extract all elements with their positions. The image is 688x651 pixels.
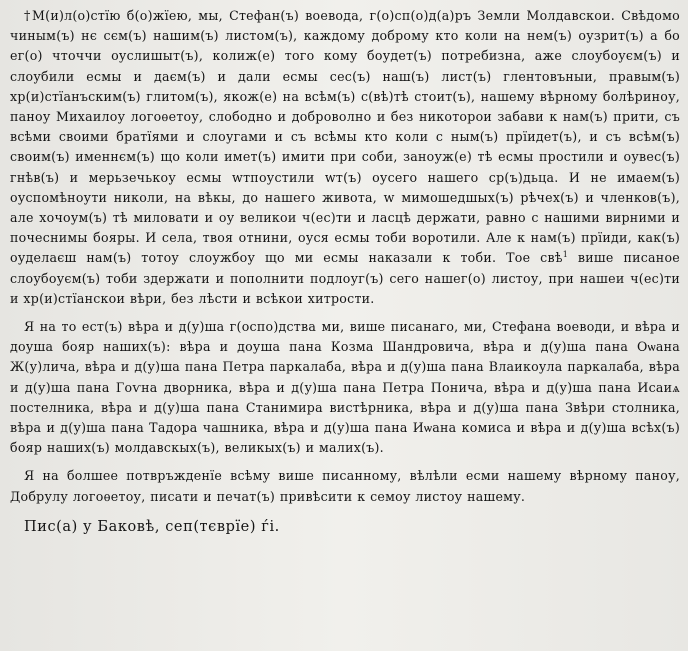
footnote-mark: 1 xyxy=(562,250,569,260)
charter-paragraph-1 xyxy=(10,6,680,309)
charter-paragraph-2: Я на то ест(ъ) вѣра и д(у)ша г(оспо)дства ми, више писанаго, ми, Стефана воеводи, и вѣра и доуша бояр наших(ъ): вѣра и доуша пана Козма Шандровича, вѣра и д(у)ша пана Оѡана Ж(у)лича, вѣра и д(у)ша пана Петра паркалаба, вѣра и д(у)ша пана Влаикоула паркалаба, вѣра и д(у)ша пана Гоѵна дворника, вѣра и д(у)ша пана Петра Понича, вѣра и д(у)ша пана Исаиѧ постелника, вѣра и д(у)ша пана Станимира вистѣрника, вѣра и д(у)ша пана Звѣри столника, вѣра и д(у)ша пана Тадора чашника, вѣра и д(у)ша пана Иѡана комиса и вѣра и д(у)ша всѣх(ъ) бояр наших(ъ) молдавскых(ъ), великых(ъ) и малих(ъ). xyxy=(10,319,680,456)
closing-line: Пис(а) у Баковѣ, сеп(тєврїе) ѓі. xyxy=(24,518,280,535)
charter-paragraph-3: Я на болшее потвръжденїе всѣму више писанному, вѣлѣли есми нашему вѣрному паноу, Добрулу логоѳетоу, писати и печат(ъ) привѣсити к семоу листоу нашему. xyxy=(10,468,680,504)
charter-paragraph-1-continuation: више писаное слоубоуєм(ъ) тоби здержати и пополнити подлоуг(ъ) сего нашег(о) листоу, при нашеи ч(ес)ти и хр(и)стїанскои вѣри, без лѣсти и всѣкои хитрости. xyxy=(10,250,680,306)
charter-paragraph-1-text: †М(и)л(о)стїю б(о)жїею, мы, Стефан(ъ) воевода, г(о)сп(о)д(а)ръ Земли Молдавскои. Свѣдомо чиным(ъ) нє сєм(ъ) нашим(ъ) листом(ъ), каждому доброму кто коли на нем(ъ) оузрит(ъ) а бо ег(о) чточчи оуслишыт(ъ), колиж(е) того кому боудет(ъ) потребизна, аже слоубоуєм(ъ) и слоубили есмы и даєм(ъ) и дали есмы сес(ъ) наш(ъ) лист(ъ) глентовъныи, правым(ъ) хр(и)стїанъским(ъ) глитом(ъ), якож(е) на всѣм(ъ) с(вѣ)тѣ стоит(ъ), нашему вѣрному болѣриноу, паноу Михаилоу логоѳетоу, слободно и доброволно и без никоторои забави к нам(ъ) прити, съ всѣми своими братїями и слоугами и съ всѣмы кто коли с ным(ъ) прїидет(ъ), и съ всѣм(ъ) своим(ъ) именнєм(ъ) що коли имет(ъ) имити при соби, заноуж(е) тѣ есмы простили и оувес(ъ) гнѣв(ъ) и мерьзечькоу есмы wтпоустили wт(ъ) оусего нашего ср(ъ)дьца. И не имаем(ъ) оуспомѣноути николи, на вѣкы, до нашего живота, w мимошедшых(ъ) рѣчех(ъ) и членков(ъ), але хочоум(ъ) тѣ миловати и оу великои ч(ес)ти и ласцѣ держати, равно с нашими вирними и почеснимы бояры. И села, твоя отнини, оуся есмы тоби воротили. Але к нам(ъ) прїиди, как(ъ) оуделаєш нам(ъ) тотоу слоужбоу що ми есмы наказали к тоби. Тое свѣ xyxy=(10,8,680,266)
